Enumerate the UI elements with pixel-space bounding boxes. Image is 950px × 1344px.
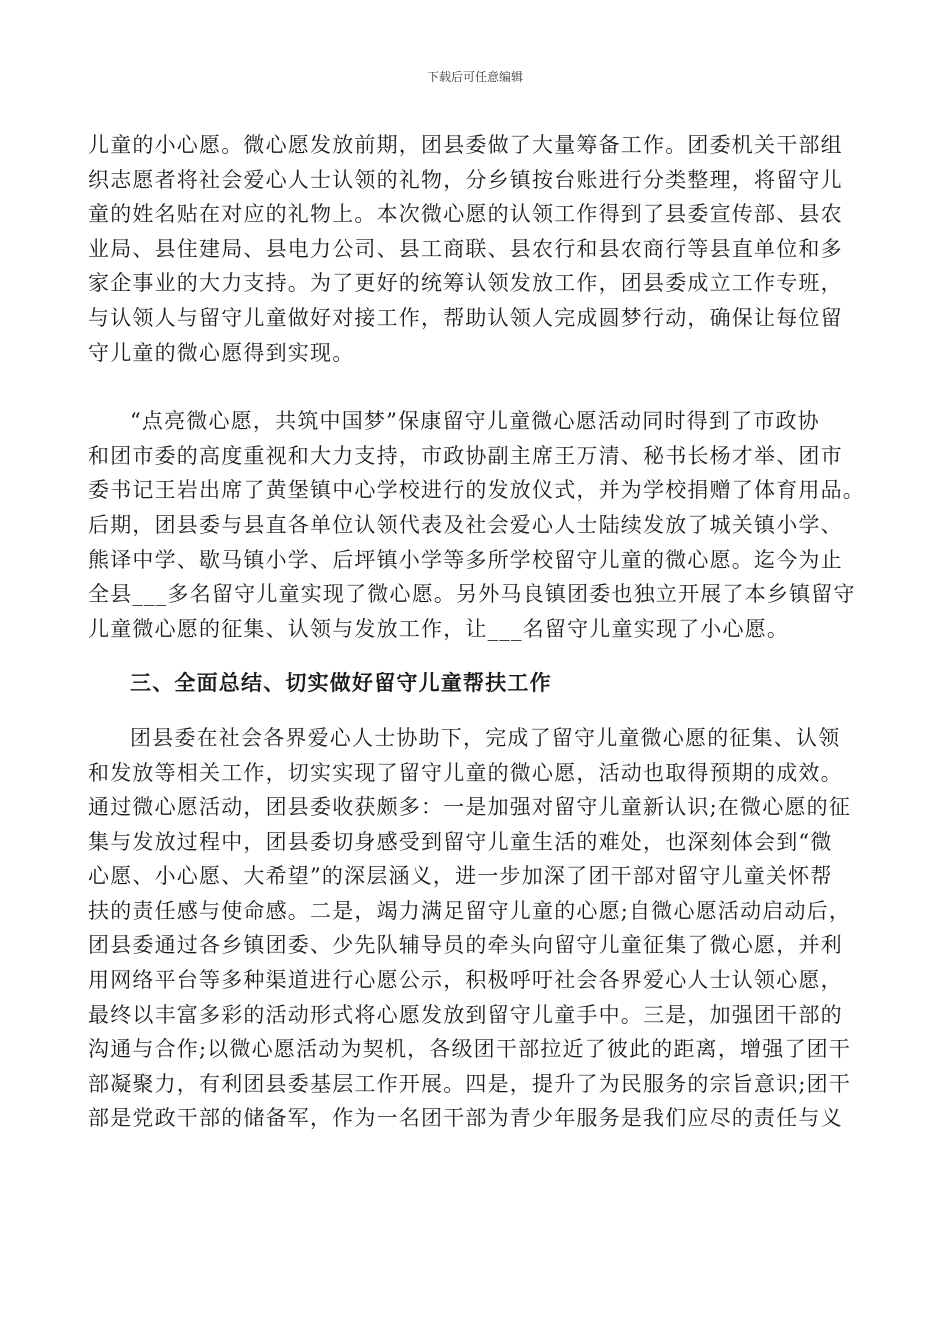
text-line: 守儿童的微心愿得到实现。 bbox=[88, 340, 355, 365]
text-line: 心愿、小心愿、大希望”的深层涵义，进一步加深了团干部对留守儿童关怀帮 bbox=[88, 864, 833, 889]
text-line: 最终以丰富多彩的活动形式将心愿发放到留守儿童手中。三是，加强团干部的 bbox=[88, 1002, 843, 1027]
text-line: 团县委在社会各界爱心人士协助下，完成了留守儿童微心愿的征集、认领 bbox=[130, 725, 841, 750]
text-line: 儿童微心愿的征集、认领与发放工作，让___名留守儿童实现了小心愿。 bbox=[88, 616, 790, 641]
text-line: 后期，团县委与县直各单位认领代表及社会爱心人士陆续发放了城关镇小学、 bbox=[88, 512, 843, 537]
text-line: 团县委通过各乡镇团委、少先队辅导员的牵头向留守儿童征集了微心愿，并利 bbox=[88, 933, 843, 958]
page-header: 下载后可任意编辑 bbox=[426, 70, 523, 84]
text-line: 沟通与合作;以微心愿活动为契机，各级团干部拉近了彼此的距离，增强了团干 bbox=[88, 1037, 852, 1062]
text-line: 与认领人与留守儿童做好对接工作，帮助认领人完成圆梦行动，确保让每位留 bbox=[88, 305, 843, 330]
text-line: 扶的责任感与使命感。二是，竭力满足留守儿童的心愿;自微心愿活动启动后， bbox=[88, 898, 852, 923]
section-heading: 三、全面总结、切实做好留守儿童帮扶工作 bbox=[130, 670, 552, 696]
text-line: 通过微心愿活动，团县委收获颇多：一是加强对留守儿童新认识;在微心愿的征 bbox=[88, 795, 852, 820]
text-line: 委书记王岩出席了黄堡镇中心学校进行的发放仪式，并为学校捐赠了体育用品。 bbox=[88, 478, 865, 503]
text-line: 用网络平台等多种渠道进行心愿公示，积极呼吁社会各界爱心人士认领心愿， bbox=[88, 968, 843, 993]
text-line: 全县___多名留守儿童实现了微心愿。另外马良镇团委也独立开展了本乡镇留守 bbox=[88, 582, 856, 607]
paragraph-gap bbox=[88, 370, 868, 404]
text-line: 部凝聚力，有利团县委基层工作开展。四是，提升了为民服务的宗旨意识;团干 bbox=[88, 1071, 852, 1096]
text-line: 儿童的小心愿。微心愿发放前期，团县委做了大量筹备工作。团委机关干部组 bbox=[88, 133, 843, 157]
text-line: “点亮微心愿，共筑中国梦”保康留守儿童微心愿活动同时得到了市政协 bbox=[130, 409, 820, 434]
document-body bbox=[88, 128, 868, 1136]
text-line: 和发放等相关工作，切实实现了留守儿童的微心愿，活动也取得预期的成效。 bbox=[88, 760, 843, 785]
text-line: 部是党政干部的储备军，作为一名团干部为青少年服务是我们应尽的责任与义 bbox=[88, 1106, 843, 1131]
text-line: 和团市委的高度重视和大力支持，市政协副主席王万清、秘书长杨才举、团市 bbox=[88, 443, 843, 468]
text-line: 业局、县住建局、县电力公司、县工商联、县农行和县农商行等县直单位和多 bbox=[88, 236, 843, 261]
paragraph-3 bbox=[88, 721, 868, 1136]
text-line: 熊译中学、歇马镇小学、后坪镇小学等多所学校留守儿童的微心愿。迄今为止 bbox=[88, 547, 843, 572]
text-line: 家企事业的大力支持。为了更好的统筹认领发放工作，团县委成立工作专班， bbox=[88, 271, 843, 296]
paragraph-2 bbox=[88, 404, 868, 646]
text-line: 童的姓名贴在对应的礼物上。本次微心愿的认领工作得到了县委宣传部、县农 bbox=[88, 202, 843, 227]
text-line: 集与发放过程中，团县委切身感受到留守儿童生活的难处，也深刻体会到“微 bbox=[88, 829, 833, 854]
paragraph-1 bbox=[88, 128, 868, 370]
text-line: 织志愿者将社会爱心人士认领的礼物，分乡镇按台账进行分类整理，将留守儿 bbox=[88, 167, 843, 192]
